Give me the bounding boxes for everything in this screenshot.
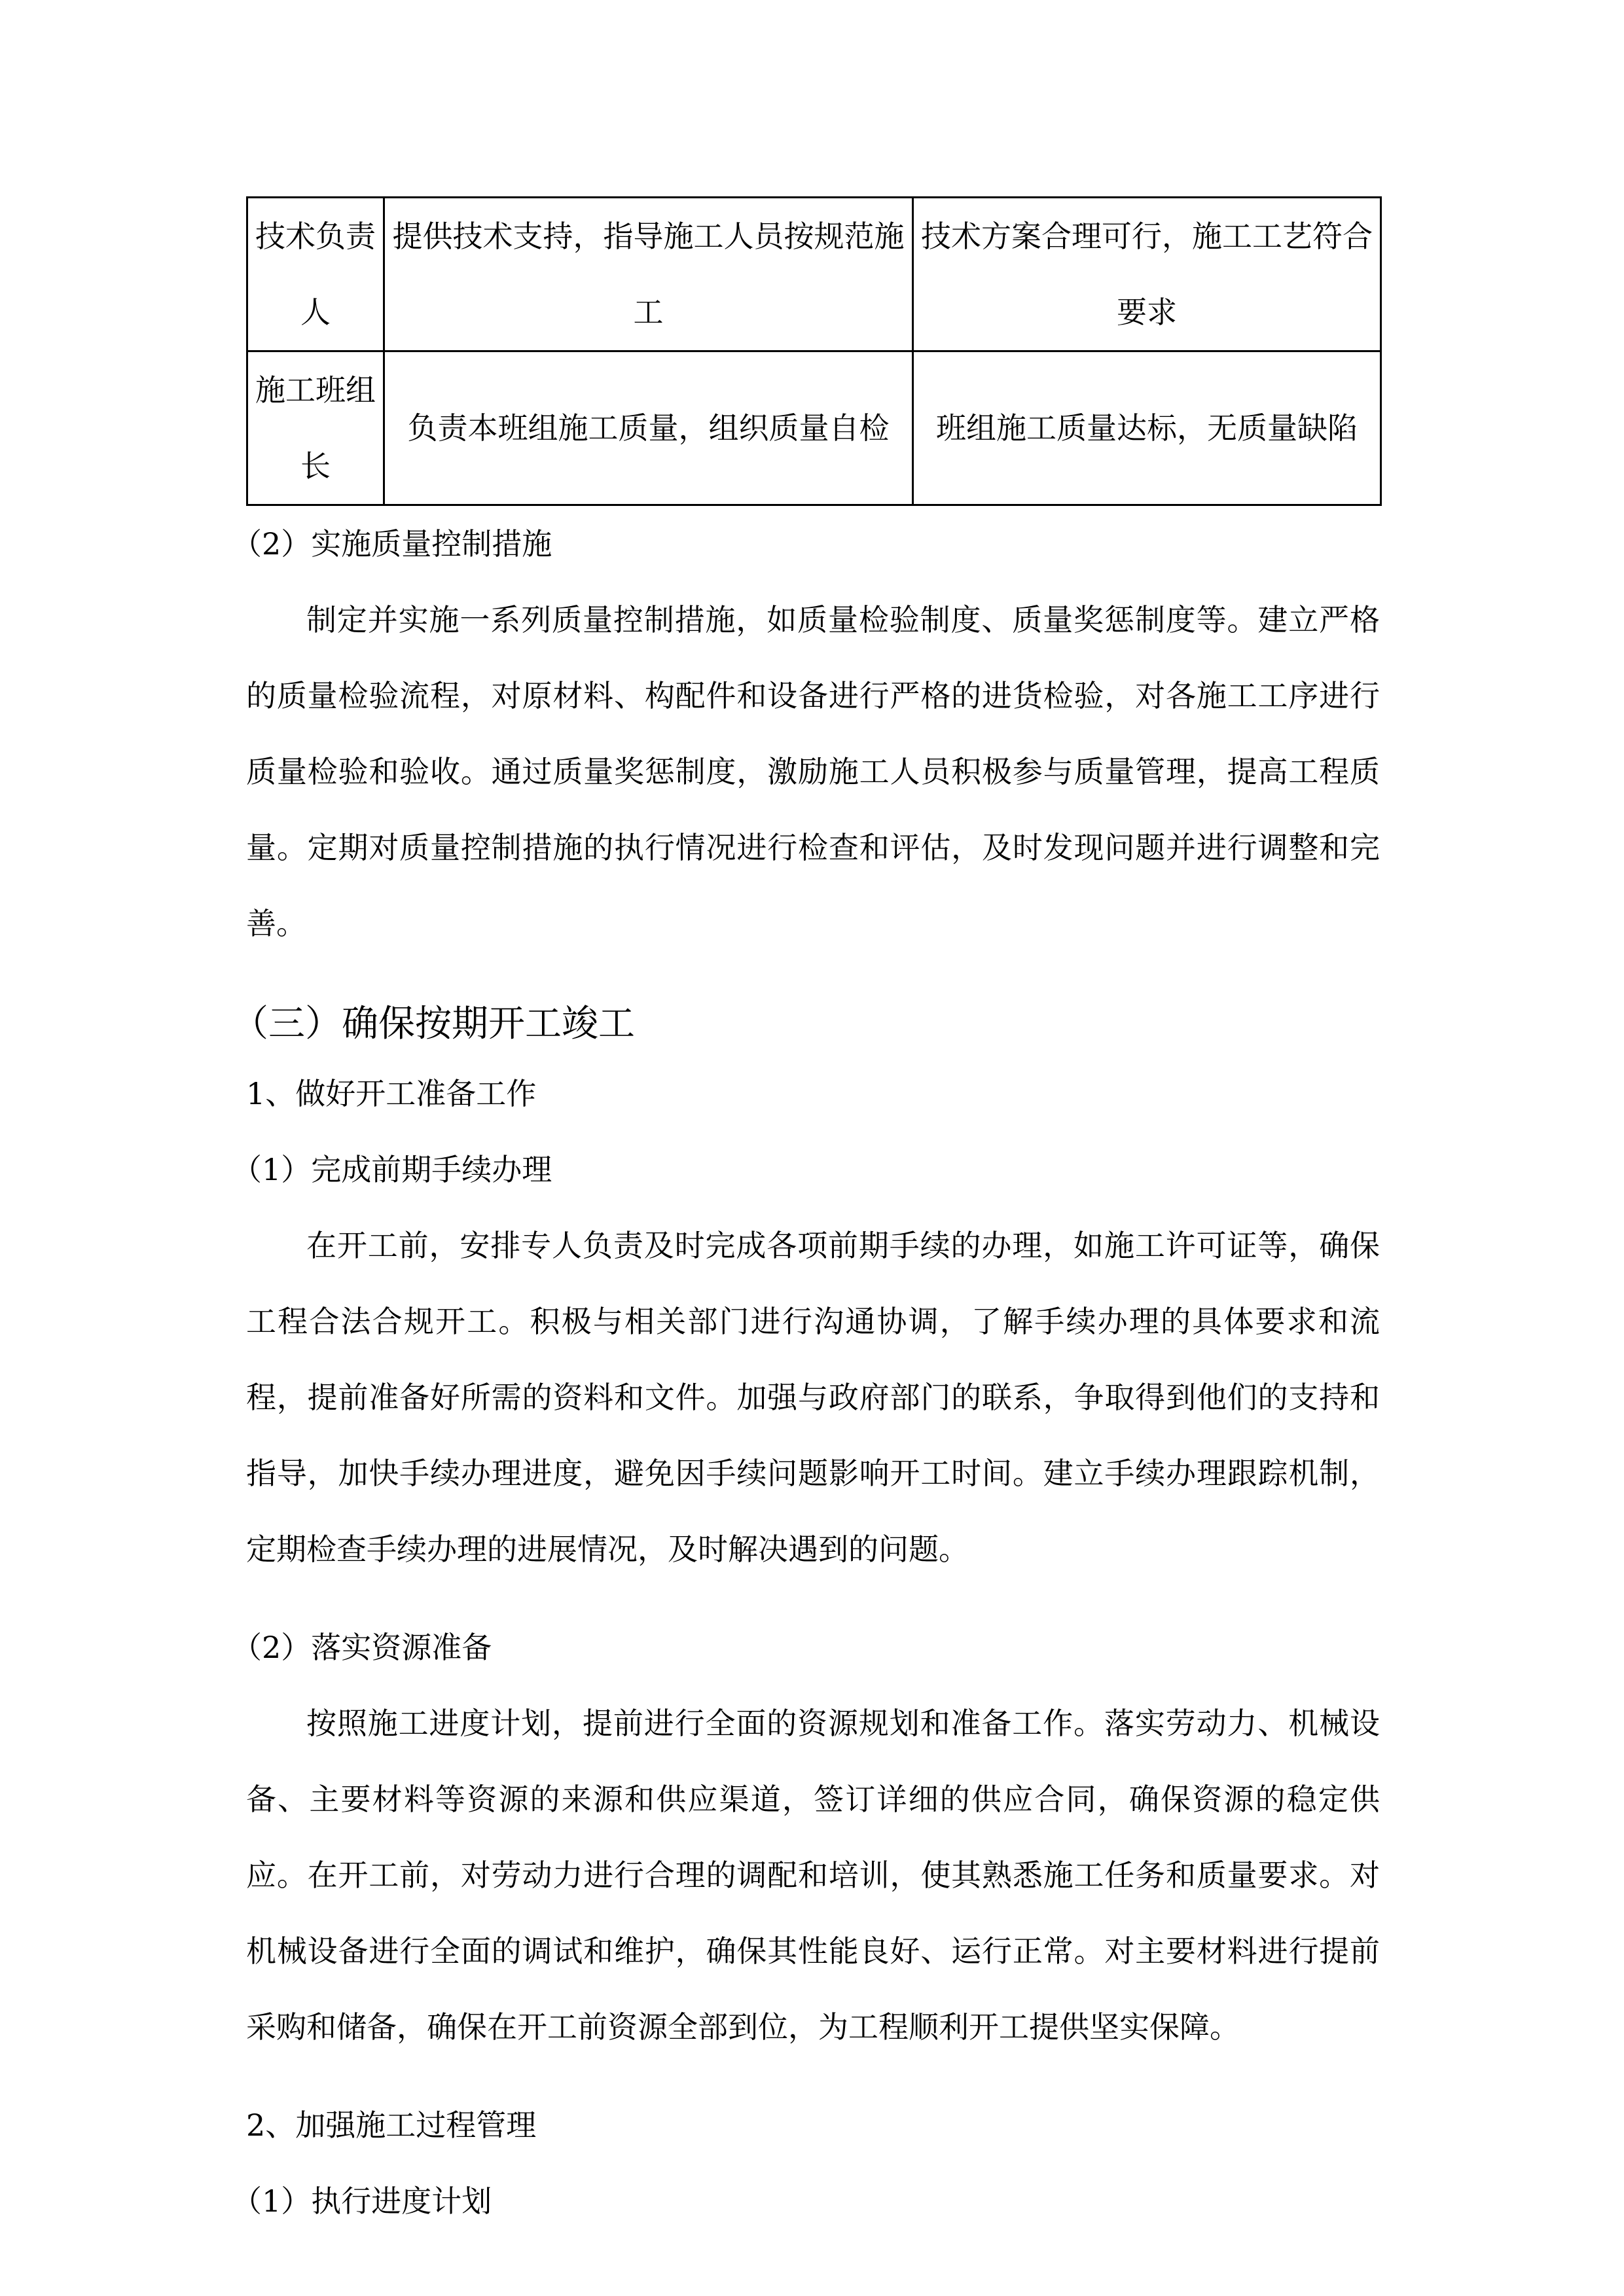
- resources-paragraph: 按照施工进度计划，提前进行全面的资源规划和准备工作。落实劳动力、机械设备、主要材料等资源的来源和供应渠道，签订详细的供应合同，确保资源的稳定供应。在开工前，对劳动力进行合理的调配和培训，使其熟悉施工任务和质量要求。对机械设备进行全面的调试和维护，确保其性能良好、运行正常。对主要材料进行提前采购和储备，确保在开工前资源全部到位，为工程顺利开工提供坚实保障。: [246, 1706, 1380, 2045]
- table-cell-standard: 班组施工质量达标，无质量缺陷: [913, 351, 1381, 505]
- resources-heading: （2）落实资源准备: [232, 1630, 492, 1665]
- prep-heading: 1、做好开工准备工作: [246, 1076, 537, 1111]
- schedule-section-heading: （三）确保按期开工竣工: [232, 1003, 635, 1045]
- table-row: [247, 198, 1381, 351]
- quality-measures-heading: （2）实施质量控制措施: [232, 526, 552, 562]
- paragraph-gap: [246, 1587, 1380, 1609]
- table-row: [247, 351, 1381, 505]
- table-cell-role: 施工班组长: [247, 351, 384, 505]
- procedures-heading: （1）完成前期手续办理: [232, 1152, 552, 1187]
- table-cell-duty: 负责本班组施工质量，组织质量自检: [384, 351, 913, 505]
- paragraph-gap: [246, 2065, 1380, 2087]
- document-page: [232, 196, 1380, 2239]
- table-cell-standard: 技术方案合理可行，施工工艺符合要求: [913, 198, 1381, 351]
- responsibility-table: [246, 196, 1382, 506]
- quality-measures-paragraph: 制定并实施一系列质量控制措施，如质量检验制度、质量奖惩制度等。建立严格的质量检验流程，对原材料、构配件和设备进行严格的进货检验，对各施工工序进行质量检验和验收。通过质量奖惩制度，激励施工人员积极参与质量管理，提高工程质量。定期对质量控制措施的执行情况进行检查和评估，及时发现问题并进行调整和完善。: [246, 602, 1380, 941]
- procedures-paragraph: 在开工前，安排专人负责及时完成各项前期手续的办理，如施工许可证等，确保工程合法合规开工。积极与相关部门进行沟通协调，了解手续办理的具体要求和流程，提前准备好所需的资料和文件。加强与政府部门的联系，争取得到他们的支持和指导，加快手续办理进度，避免因手续问题影响开工时间。建立手续办理跟踪机制，定期检查手续办理的进展情况，及时解决遇到的问题。: [246, 1228, 1380, 1567]
- plan-heading: （1）执行进度计划: [232, 2183, 492, 2219]
- process-heading: 2、加强施工过程管理: [246, 2108, 537, 2143]
- table-cell-role: 技术负责人: [247, 198, 384, 351]
- table-cell-duty: 提供技术支持，指导施工人员按规范施工: [384, 198, 913, 351]
